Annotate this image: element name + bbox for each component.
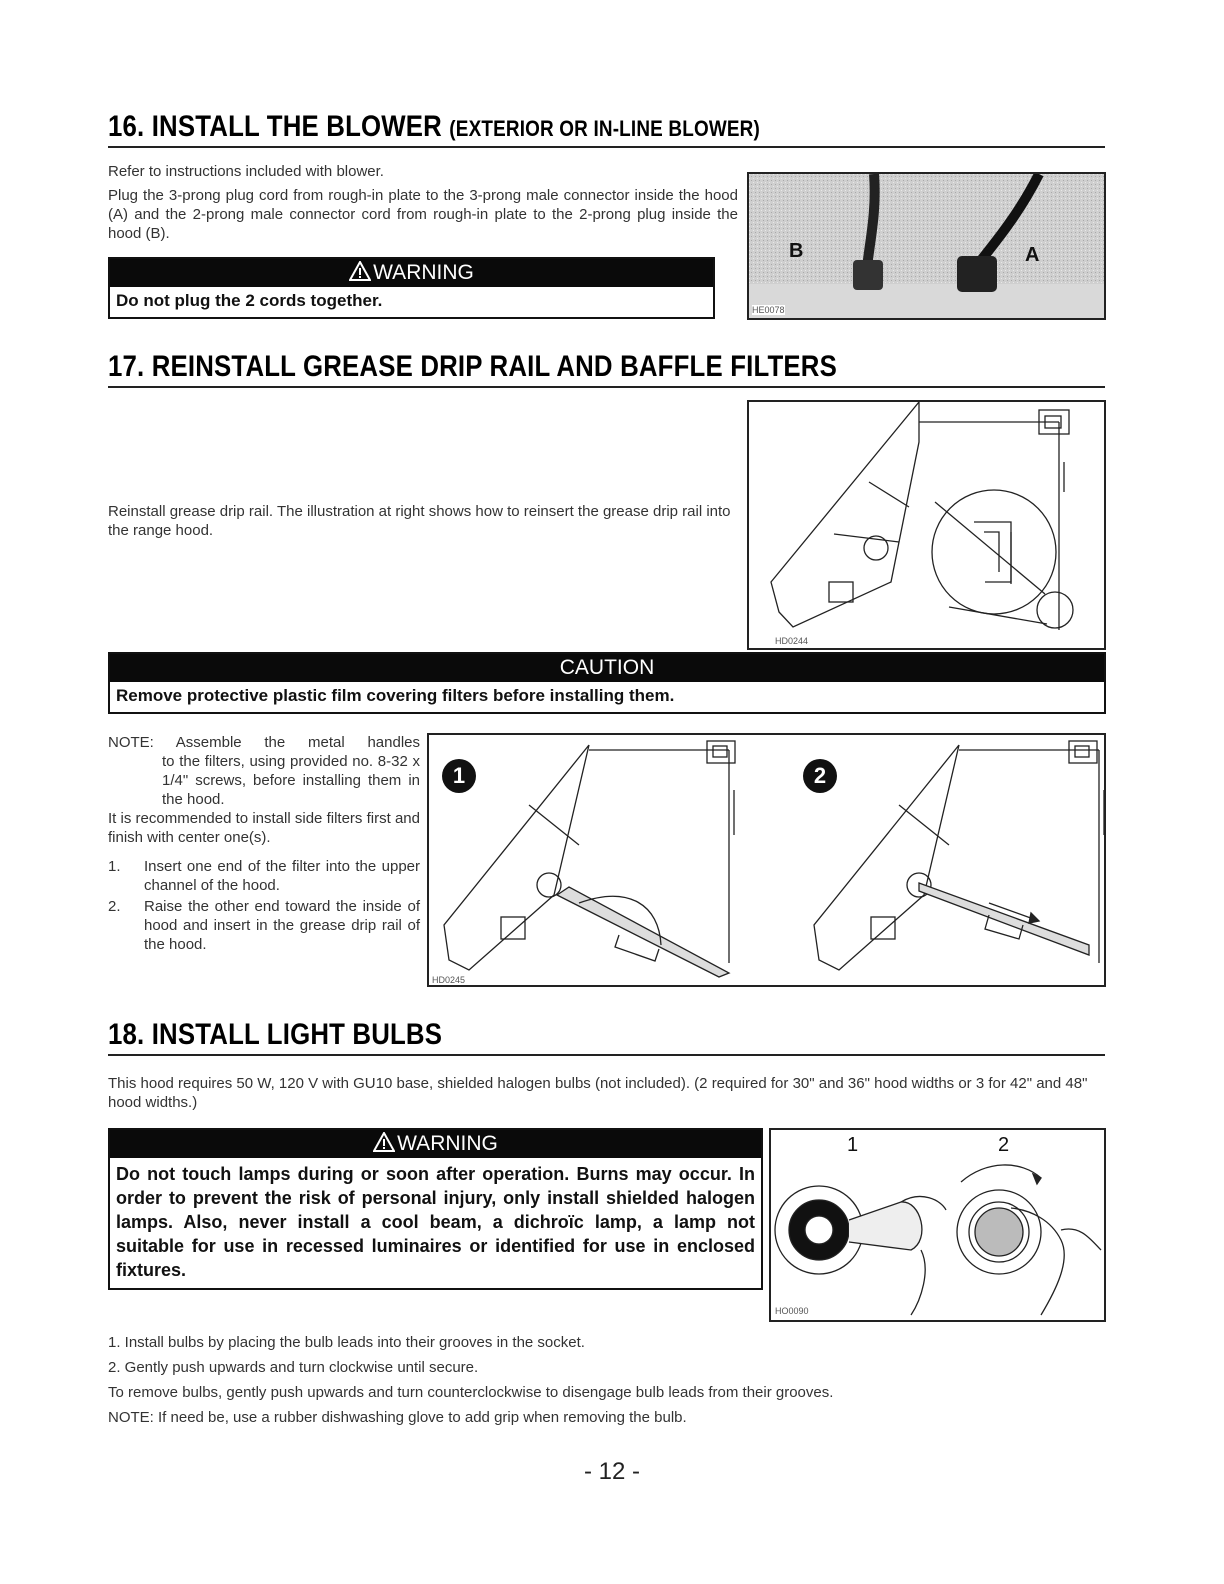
drip-rail-figure xyxy=(747,400,1106,650)
warning-title: WARNING xyxy=(397,1132,498,1155)
caution-text: Remove protective plastic film covering filters before installing them. xyxy=(116,686,675,705)
blower-connector-photo xyxy=(747,172,1106,320)
figure-code: HD0245 xyxy=(432,975,466,985)
remove-bulbs-text: To remove bulbs, gently push upwards and turn counterclockwise to disengage bulb leads from their grooves. xyxy=(108,1384,834,1401)
list-item xyxy=(108,897,420,954)
note-continued: to the filters, using provided no. 8-32 x 1/4" screws, before installing them in the hood. xyxy=(162,753,420,808)
step-text: Insert one end of the filter into the upper channel of the hood. xyxy=(144,858,420,894)
filter-note xyxy=(108,733,420,954)
warning-triangle-icon xyxy=(349,261,371,289)
step-number: 1. xyxy=(108,858,121,875)
warning-header xyxy=(110,259,713,287)
bulb-illustration xyxy=(771,1130,1104,1320)
recommend-text: It is recommended to install side filters first and finish with center one(s). xyxy=(108,810,420,846)
label-b: B xyxy=(789,240,804,262)
warning-text: Do not touch lamps during or soon after operation. Burns may occur. In order to prevent the risk of personal injury, only install shielded halogen lamps. Also, never install a cool beam, a dichroïc lamp, a lamp not suitable for use in recessed luminaires or identified for use in enclosed fixtures. xyxy=(116,1164,755,1280)
section-18-rule xyxy=(108,1054,1105,1056)
bulb-step-1: 1. Install bulbs by placing the bulb leads into their grooves in the socket. xyxy=(108,1334,585,1351)
section-16-title: 16. INSTALL THE BLOWER xyxy=(108,110,442,143)
filter-install-figure xyxy=(427,733,1106,987)
label-a: A xyxy=(1025,244,1040,266)
step-number: 2. xyxy=(108,898,121,915)
section-16-rule xyxy=(108,146,1105,148)
warning-triangle-icon xyxy=(373,1132,395,1160)
bulb-step-2: 2. Gently push upwards and turn clockwise until secure. xyxy=(108,1359,479,1376)
section-18-intro: This hood requires 50 W, 120 V with GU10 base, shielded halogen bulbs (not included). (2 required for 30" and 36" hood widths or 3 for 42" and 48" hood widths.) xyxy=(108,1075,1088,1111)
section-18-instructions xyxy=(108,1330,1105,1430)
list-item xyxy=(108,857,420,895)
section-17-body: Reinstall grease drip rail. The illustration at right shows how to reinsert the grease drip rail into the range hood. xyxy=(108,503,731,539)
note-line-1: NOTE: Assemble the metal handles xyxy=(108,734,420,751)
section-16-heading xyxy=(108,110,760,144)
figure-code: HO0090 xyxy=(775,1306,809,1316)
section-16-subtitle: (EXTERIOR OR IN-LINE BLOWER) xyxy=(449,116,760,141)
section-18-heading: 18. INSTALL LIGHT BULBS xyxy=(108,1018,443,1051)
figure-code: HD0244 xyxy=(775,636,809,646)
warning-text: Do not plug the 2 cords together. xyxy=(116,291,383,310)
step-2-badge: 2 xyxy=(803,759,837,793)
step-text: Raise the other end toward the inside of hood and insert in the grease drip rail of the hood. xyxy=(144,898,420,953)
bulb-install-figure xyxy=(769,1128,1106,1322)
filter-install-illustration xyxy=(429,735,1104,985)
figure-code: HE0078 xyxy=(752,305,785,315)
section-18-warning-box xyxy=(108,1128,763,1290)
section-16-warning-box xyxy=(108,257,715,319)
drip-rail-illustration xyxy=(749,402,1104,648)
section-17-rule xyxy=(108,386,1105,388)
page-number: - 12 - xyxy=(583,1458,640,1485)
filter-steps xyxy=(108,857,420,954)
warning-title: WARNING xyxy=(373,261,474,284)
glove-note: NOTE: If need be, use a rubber dishwashing glove to add grip when removing the bulb. xyxy=(108,1409,687,1426)
caution-box xyxy=(108,652,1106,714)
step-1-badge: 1 xyxy=(442,759,476,793)
bulb-step-2-label: 2 xyxy=(998,1134,1010,1156)
section-16-body: Plug the 3-prong plug cord from rough-in plate to the 3-prong male connector inside the hood (A) and the 2-prong male connector cord from rough-in plate to the 2-prong plug inside the hood (B). xyxy=(108,187,738,242)
warning-header xyxy=(110,1130,761,1158)
caution-header: CAUTION xyxy=(110,654,1104,682)
bulb-step-1-label: 1 xyxy=(847,1134,859,1156)
section-16-intro: Refer to instructions included with blower. xyxy=(108,163,384,180)
section-17-heading: 17. REINSTALL GREASE DRIP RAIL AND BAFFLE FILTERS xyxy=(108,350,837,383)
